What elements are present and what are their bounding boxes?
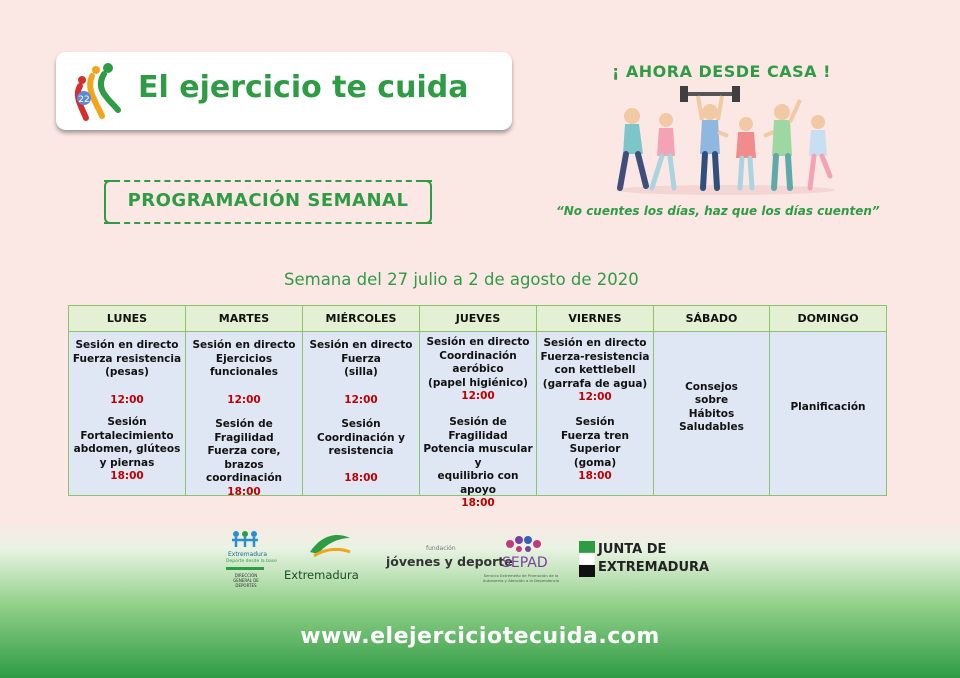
session-time: 12:00: [344, 394, 378, 406]
sponsor-text: Extremadura: [284, 568, 359, 582]
session-time: 12:00: [461, 390, 495, 402]
session-line: abdomen, glúteos: [73, 443, 181, 455]
person-1-figure: [620, 108, 646, 188]
session-line: Potencia muscular y: [423, 443, 533, 469]
session-line: Superior: [569, 443, 621, 455]
day-cell-martes: [186, 332, 303, 496]
session-line: aeróbico: [452, 363, 504, 375]
session-time: 18:00: [578, 470, 612, 482]
day-header-jueves: JUEVES: [420, 306, 537, 332]
programacion-frame: [104, 180, 432, 224]
session-line: (silla): [344, 366, 378, 378]
session-line: resistencia: [328, 445, 394, 457]
day-header-lunes: LUNES: [69, 306, 186, 332]
sponsor-text: Deporte desde la base: [226, 559, 277, 564]
session-line: Coordinación: [439, 349, 517, 362]
session-time: 18:00: [344, 472, 378, 484]
sponsor-text: Servicio Extremeño de Promoción de la Autonomía y Atención a la Dependencia: [482, 573, 560, 583]
session-title: Sesión: [575, 416, 615, 428]
website-url[interactable]: www.elejerciciotecuida.com: [300, 624, 660, 649]
sponsor-text: SEPAD: [502, 555, 548, 571]
weekly-schedule-table: [68, 305, 887, 509]
session-line: equilibrio con apoyo: [437, 470, 519, 496]
person-2-figure: [652, 113, 675, 188]
session-line: con kettlebell: [554, 364, 636, 376]
advice-line: Hábitos: [688, 407, 735, 420]
session-time: 12:00: [578, 391, 612, 403]
advice-line: Saludables: [679, 421, 744, 433]
session-line: Fuerza: [341, 352, 381, 365]
person-6-figure: [809, 115, 830, 188]
session-line: Fuerza tren: [560, 429, 630, 442]
person-3-weightlifter-figure: [680, 86, 740, 188]
day-header-miercoles: MIÉRCOLES: [303, 306, 420, 332]
schedule-body-row: [69, 332, 887, 496]
day-header-sabado: SÁBADO: [654, 306, 770, 332]
section-title: PROGRAMACIÓN SEMANAL: [127, 190, 409, 211]
sponsor-text: Extremadura: [228, 551, 267, 558]
day-cell-sabado: [654, 332, 770, 496]
session-title: Sesión: [341, 418, 381, 430]
session-line: Fuerza core, brazos: [207, 445, 281, 471]
day-cell-jueves: [420, 332, 537, 509]
sponsor-text: DIRECCIÓN GENERAL DE DEPORTES: [233, 573, 259, 588]
person-5-figure: [772, 100, 800, 188]
session-time: 18:00: [461, 497, 495, 509]
day-cell-lunes: [69, 332, 186, 496]
session-time: 18:00: [110, 470, 144, 482]
session-line: coordinación: [205, 472, 283, 484]
session-title: Sesión de: [449, 416, 507, 428]
session-line: (papel higiénico): [428, 376, 528, 389]
session-title: Sesión: [107, 416, 147, 428]
advice-line: Consejos: [685, 380, 738, 393]
brand-title: El ejercicio te cuida: [138, 70, 469, 105]
motto-quote: “No cuentes los días, haz que los días cuenten”: [556, 204, 880, 218]
brand-logo-icon: [66, 60, 128, 122]
junta-flag-icon: [579, 541, 595, 577]
session-line: Coordinación y: [317, 431, 405, 444]
sponsor-logos: [224, 528, 710, 592]
day-cell-viernes: [537, 332, 654, 496]
session-title: Sesión en directo: [75, 339, 179, 351]
sponsor-text: fundación: [426, 545, 456, 552]
tagline: ¡ AHORA DESDE CASA !: [612, 62, 831, 81]
sponsor-text: jóvenes y deporte: [386, 554, 513, 569]
session-time: 12:00: [227, 394, 261, 406]
session-line: Fortalecimiento: [80, 429, 174, 442]
deportes-figures-icon: [230, 530, 260, 550]
day-cell-domingo: [770, 332, 887, 496]
session-title: Sesión de: [215, 418, 273, 430]
session-title: Sesión en directo: [543, 337, 647, 349]
logo-banner: [56, 52, 512, 130]
session-time: 12:00: [110, 394, 144, 406]
advice-line: sobre: [694, 394, 729, 406]
planning-label: Planificación: [790, 400, 866, 413]
session-line: Fragilidad: [214, 431, 274, 444]
session-line: (goma): [573, 456, 617, 469]
session-line: Fuerza-resistencia: [540, 350, 650, 363]
session-line: y piernas: [99, 456, 155, 469]
sponsor-text: EXTREMADURA: [598, 560, 710, 575]
person-4-figure: [718, 117, 774, 188]
day-header-domingo: DOMINGO: [770, 306, 887, 332]
session-line: Fuerza resistencia: [72, 352, 182, 365]
sponsor-text: JUNTA DE: [598, 542, 667, 557]
session-line: funcionales: [209, 366, 279, 378]
extremadura-swoosh-icon: [308, 532, 352, 558]
session-line: Fragilidad: [448, 429, 508, 442]
week-label: Semana del 27 julio a 2 de agosto de 2020: [284, 270, 639, 289]
day-header-viernes: VIERNES: [537, 306, 654, 332]
session-line: (pesas): [105, 366, 149, 378]
schedule-header-row: [69, 306, 887, 332]
logo-badge-text: 22: [78, 95, 90, 105]
session-line: (garrafa de agua): [542, 377, 648, 390]
day-header-martes: MARTES: [186, 306, 303, 332]
exercising-seniors-illustration: [610, 84, 840, 196]
sepad-dots-icon: [504, 534, 544, 554]
day-cell-miercoles: [303, 332, 420, 496]
session-title: Sesión en directo: [309, 339, 413, 351]
session-line: Ejercicios: [215, 352, 273, 365]
session-title: Sesión en directo: [192, 339, 296, 351]
session-title: Sesión en directo: [426, 336, 530, 348]
session-time: 18:00: [227, 485, 261, 498]
